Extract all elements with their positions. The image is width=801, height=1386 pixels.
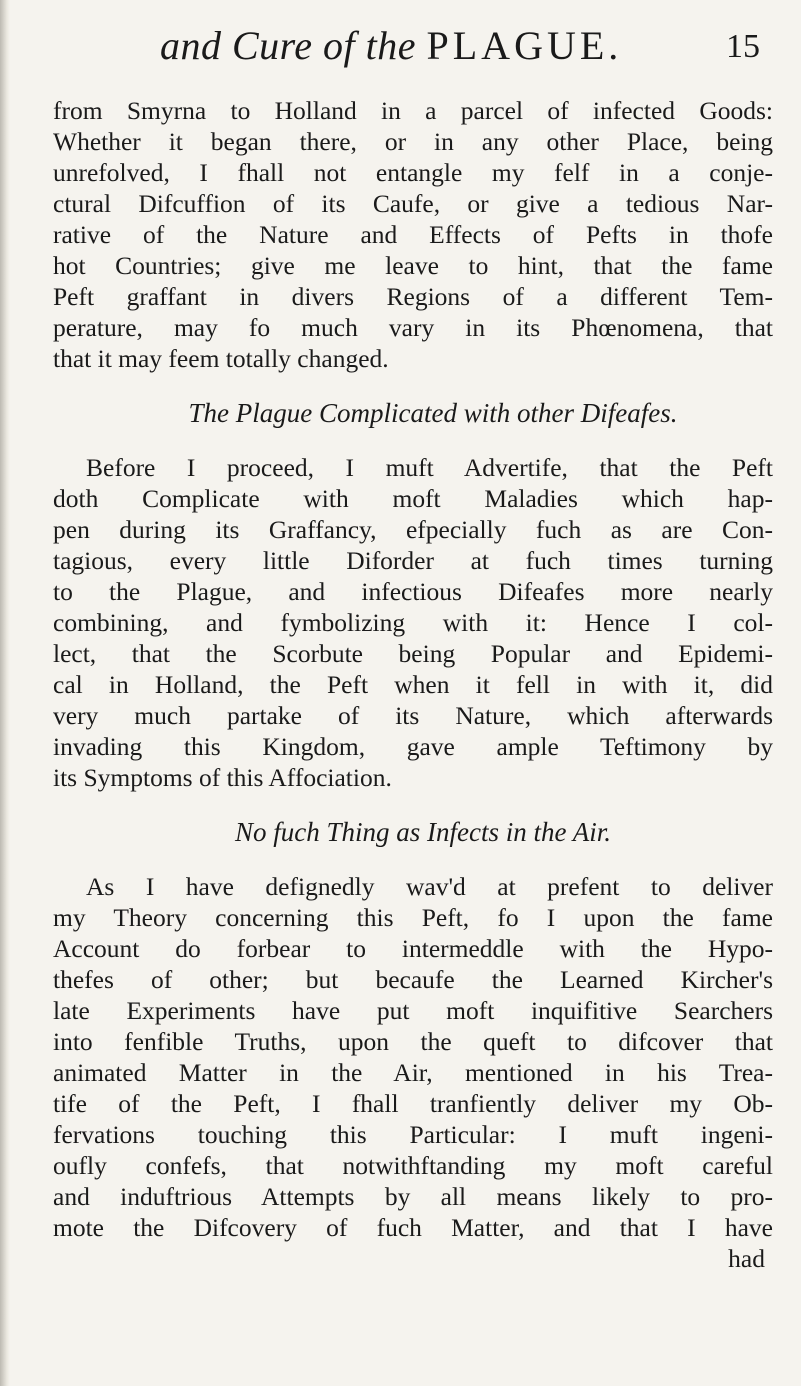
text-line: mote the Difcovery of fuch Matter, and that I have bbox=[53, 1213, 773, 1242]
running-title-prefix: and Cure of the bbox=[160, 23, 416, 68]
text-line: and induftrious Attempts by all means likely to pro- bbox=[53, 1182, 773, 1211]
text-line: oufly confefs, that notwithftanding my moft careful bbox=[53, 1151, 773, 1180]
text-line: tife of the Peft, I fhall tranfiently deliver my Ob- bbox=[53, 1089, 773, 1118]
page-gutter-shadow bbox=[0, 0, 10, 1386]
page-number: 15 bbox=[726, 28, 760, 65]
text-line: cal in Holland, the Peft when it fell in with it, did bbox=[53, 670, 773, 699]
text-line: its Symptoms of this Affociation. bbox=[53, 763, 392, 792]
text-line: doth Complicate with moft Maladies which hap- bbox=[53, 484, 773, 513]
text-line: combining, and fymbolizing with it: Hence I col- bbox=[53, 608, 773, 637]
text-line: pen during its Graffancy, efpecially fuch as are Con- bbox=[53, 515, 773, 544]
text-line: into fenfible Truths, upon the queft to difcover that bbox=[53, 1027, 773, 1056]
text-line: ctural Difcuffion of its Caufe, or give a tedious Nar- bbox=[53, 189, 773, 218]
text-line: tagious, every little Diforder at fuch times turning bbox=[53, 546, 773, 575]
text-line: thefes of other; but becaufe the Learned Kircher's bbox=[53, 965, 773, 994]
text-line: Peft graffant in divers Regions of a different Tem- bbox=[53, 282, 773, 311]
text-line: very much partake of its Nature, which afterwards bbox=[53, 701, 773, 730]
text-line: unrefolved, I fhall not entangle my felf in a conje- bbox=[53, 158, 773, 187]
text-line: Account do forbear to intermeddle with the Hypo- bbox=[53, 934, 773, 963]
paragraph-3 bbox=[53, 871, 773, 1243]
paragraph-1 bbox=[53, 95, 773, 374]
running-title-caps: PLAGUE. bbox=[426, 23, 623, 68]
text-line: lect, that the Scorbute being Popular and Epidemi- bbox=[53, 639, 773, 668]
text-line: As I have defignedly wav'd at prefent to deliver bbox=[86, 872, 773, 901]
text-line: fervations touching this Particular: I muft ingeni- bbox=[53, 1120, 773, 1149]
text-line: animated Matter in the Air, mentioned in his Trea- bbox=[53, 1058, 773, 1087]
catchword: had bbox=[728, 1244, 765, 1273]
text-line: Whether it began there, or in any other Place, being bbox=[53, 127, 773, 156]
text-line: hot Countries; give me leave to hint, that the fame bbox=[53, 251, 773, 280]
text-line: invading this Kingdom, gave ample Teftimony by bbox=[53, 732, 773, 761]
running-header bbox=[160, 22, 760, 82]
section-heading-plague-complicated: The Plague Complicated with other Difeafes. bbox=[188, 398, 678, 428]
text-line: late Experiments have put moft inquifitive Searchers bbox=[53, 996, 773, 1025]
text-line: my Theory concerning this Peft, fo I upon the fame bbox=[53, 903, 773, 932]
text-line: Before I proceed, I muft Advertife, that the Peft bbox=[86, 453, 773, 482]
section-heading-no-insects: No fuch Thing as Infects in the Air. bbox=[235, 817, 611, 847]
text-line: that it may feem totally changed. bbox=[53, 344, 389, 373]
page-body bbox=[53, 95, 773, 1274]
paragraph-2 bbox=[53, 452, 773, 793]
running-title bbox=[160, 22, 622, 69]
text-line: rative of the Nature and Effects of Pefts in thofe bbox=[53, 220, 773, 249]
text-line: from Smyrna to Holland in a parcel of infected Goods: bbox=[53, 96, 773, 125]
text-line: to the Plague, and infectious Difeafes more nearly bbox=[53, 577, 773, 606]
text-line: perature, may fo much vary in its Phœnomena, that bbox=[53, 313, 773, 342]
